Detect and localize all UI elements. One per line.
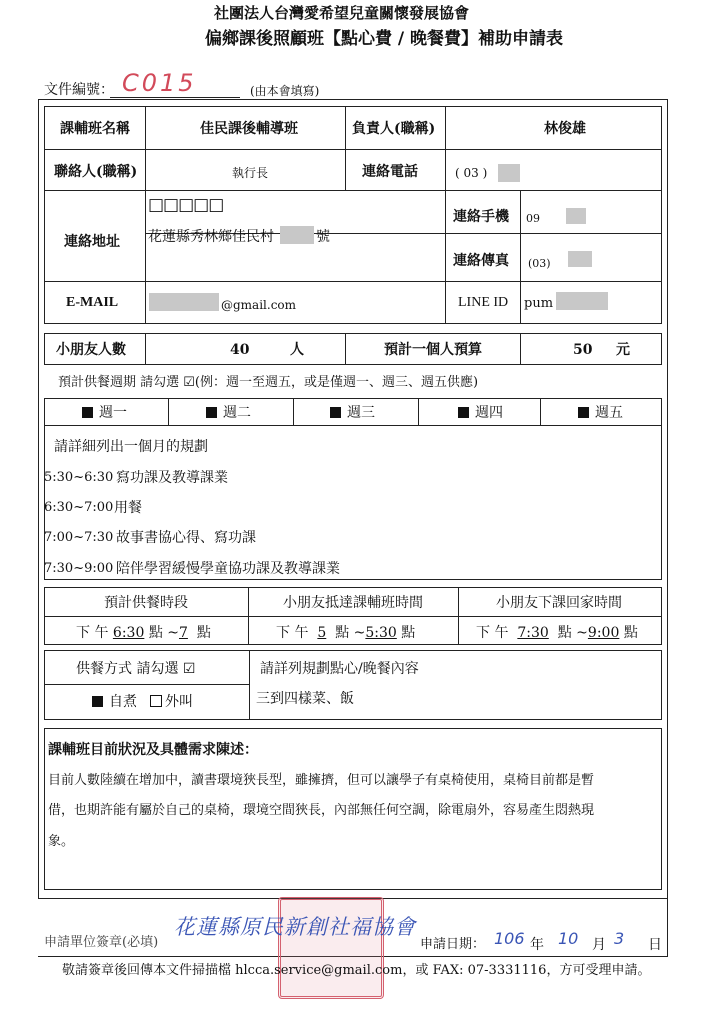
day-label-tue: 週二: [223, 405, 251, 421]
class-name-label: 課輔班名稱: [60, 121, 130, 137]
class-name-value: 佳民課後輔導班: [200, 121, 298, 137]
email-redaction: [149, 293, 219, 311]
footer-note: 敬請簽章後回傳本文件掃描檔 hlcca.service@gmail.com，或 FAX: 07-3331116，方可受理申請。: [62, 963, 651, 978]
day-checkbox-mon[interactable]: [82, 404, 127, 422]
owner-label: 負責人(職稱): [352, 121, 436, 137]
line-redaction: [556, 292, 608, 310]
plan-time-3: 7:00~7:30: [44, 530, 114, 545]
doc-no-label: 文件編號：: [44, 82, 114, 98]
weekly-label: 預計供餐週期 請勾選 ☑(例：週一至週五，或是僅週一、週三、週五供應): [58, 375, 479, 390]
arrive-time-label: 小朋友抵達課輔班時間: [283, 595, 423, 611]
seal-stamp: [278, 897, 384, 999]
option-self-cook-label: 自煮: [109, 694, 137, 710]
day-label-mon: 週一: [99, 405, 127, 421]
signature-label: 申請單位簽章(必填): [44, 935, 159, 950]
status-line-2: 借，也期許能有屬於自己的桌椅，環境空間狹長，內部無任何空調，除電扇外，容易產生悶熱現: [48, 803, 595, 818]
budget-value: 50: [573, 342, 593, 358]
doc-no-value: C015: [122, 69, 197, 97]
phone-redaction: [498, 164, 520, 182]
fax-value: (03): [528, 257, 551, 270]
day-checkbox-thu[interactable]: [458, 404, 503, 422]
meal-content-value: 三到四樣菜、飯: [256, 691, 354, 707]
plan-desc-1: 寫功課及教導課業: [116, 470, 228, 486]
plan-desc-4: 陪伴學習緩慢學童協功課及教導課業: [116, 561, 340, 577]
contact-label: 聯絡人(職稱): [54, 164, 138, 180]
meal-time-label: 預計供餐時段: [104, 595, 188, 611]
plan-time-1: 5:30~6:30: [44, 470, 114, 485]
doc-no-note: (由本會填寫): [250, 84, 320, 98]
day-checkbox-wed[interactable]: [330, 404, 375, 422]
meal-time-value: 下 午 6:30 點 ~7 點: [76, 625, 211, 641]
mobile-value: 09: [526, 212, 540, 225]
mobile-label: 連絡手機: [453, 209, 509, 225]
phone-value: ( 03 ): [455, 166, 488, 180]
day-label-thu: 週四: [475, 405, 503, 421]
budget-unit: 元: [616, 342, 630, 358]
status-label: 課輔班目前狀況及具體需求陳述：: [48, 742, 258, 758]
plan-desc-2: 用餐: [114, 500, 142, 516]
date-year-unit: 年: [530, 937, 544, 953]
meal-content-label: 請詳列規劃點心/晚餐內容: [260, 661, 419, 677]
date-day-unit: 日: [648, 937, 662, 953]
kids-count: 40: [230, 342, 250, 358]
mobile-redaction: [566, 208, 586, 224]
day-checkbox-fri[interactable]: [578, 404, 623, 422]
option-order-out-label: 外叫: [165, 694, 193, 710]
date-month-unit: 月: [592, 937, 606, 953]
fax-label: 連絡傳真: [453, 253, 509, 269]
address-value: 花蓮縣秀林鄉佳民村: [148, 229, 274, 245]
line-value: pum: [524, 296, 554, 311]
plan-time-2: 6:30~7:00: [44, 500, 114, 515]
day-checkbox-tue[interactable]: [206, 404, 251, 422]
date-year: 106: [494, 929, 525, 948]
date-label: 申請日期：: [420, 937, 486, 952]
contact-value: 執行長: [232, 166, 269, 180]
address-label: 連絡地址: [64, 234, 120, 250]
option-order-out[interactable]: [150, 693, 193, 711]
day-label-wed: 週三: [347, 405, 375, 421]
date-day: 3: [614, 929, 625, 948]
doc-no-line: [110, 97, 240, 98]
option-self-cook[interactable]: [92, 693, 137, 711]
date-month: 10: [558, 929, 579, 948]
arrive-time-value: 下 午 5 點 ~5:30 點: [276, 625, 416, 641]
zip-boxes: □□□□□: [148, 195, 224, 215]
address-redaction: [280, 226, 314, 244]
email-value: @gmail.com: [221, 298, 297, 312]
handwritten-signature: 花蓮縣原民新創社福協會: [174, 915, 416, 939]
status-line-1: 目前人數陸續在增加中，讀書環境狹長型，雖擁擠，但可以讓學子有桌椅使用，桌椅目前都是暫: [48, 773, 595, 788]
line-label: LINE ID: [458, 295, 509, 310]
email-label: E-MAIL: [66, 295, 119, 310]
address-suffix: 號: [316, 229, 330, 245]
meal-method-label: 供餐方式 請勾選 ☑: [76, 661, 196, 677]
plan-desc-3: 故事書協心得、寫功課: [116, 530, 256, 546]
plan-time-4: 7:30~9:00: [44, 561, 114, 576]
kids-row: [44, 333, 662, 365]
kids-label: 小朋友人數: [56, 342, 126, 358]
phone-label: 連絡電話: [362, 164, 418, 180]
org-name: 社團法人台灣愛希望兒童關懷發展協會: [214, 4, 470, 22]
budget-label: 預計一個人預算: [384, 342, 482, 358]
form-title: 偏鄉課後照顧班【點心費 / 晚餐費】補助申請表: [205, 29, 564, 49]
leave-time-label: 小朋友下課回家時間: [496, 595, 622, 611]
day-label-fri: 週五: [595, 405, 623, 421]
owner-value: 林俊雄: [544, 121, 586, 137]
fax-redaction: [568, 251, 592, 267]
leave-time-value: 下 午 7:30 點 ~9:00 點: [476, 625, 638, 641]
status-line-3: 象。: [48, 834, 75, 849]
plan-label: 請詳細列出一個月的規劃: [54, 439, 208, 455]
kids-unit: 人: [290, 342, 304, 358]
